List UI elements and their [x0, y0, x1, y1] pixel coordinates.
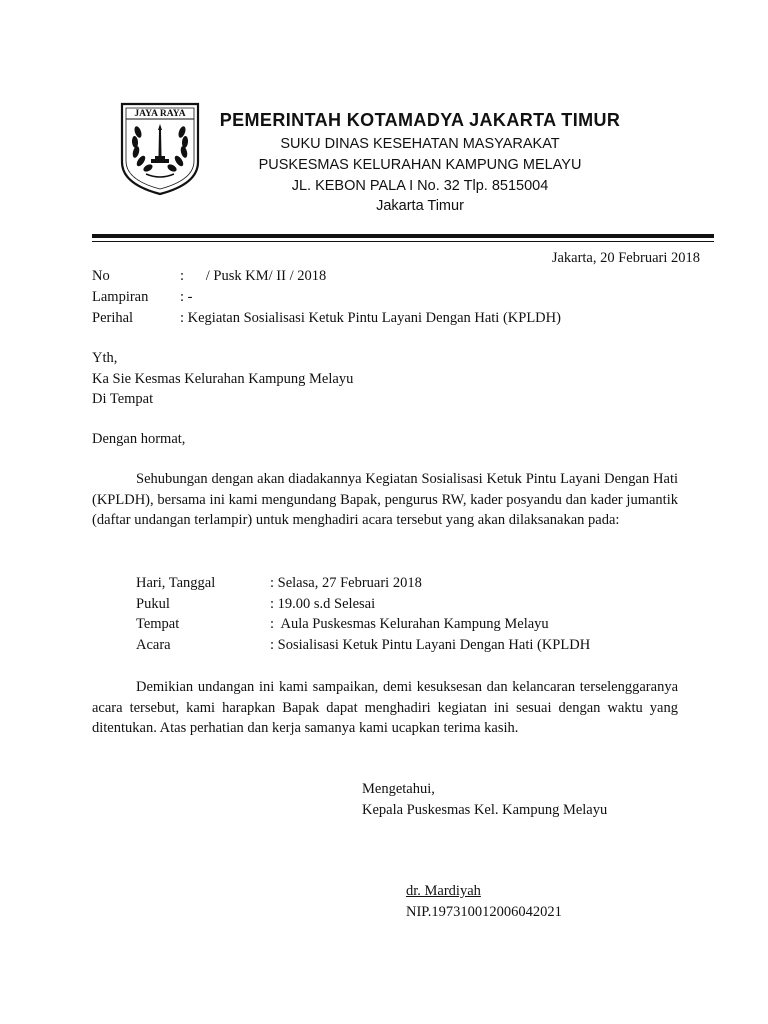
greeting: Dengan hormat,	[92, 431, 186, 447]
body-paragraph-2-text: Demikian undangan ini kami sampaikan, demi kesuksesan dan kelancaran terselenggaranya acara tersebut, kami harapkan Bapak dapat menghadiri kegiatan ini sesuai dengan waktu yang ditentukan. Atas perhatian dan kerja samanya kami ucapkan terima kasih.	[92, 679, 678, 736]
recipient-name: Ka Sie Kesmas Kelurahan Kampung Melayu	[92, 371, 354, 387]
detail-value-place: : Aula Puskesmas Kelurahan Kampung Melayu	[270, 616, 549, 632]
logo-lettering: JAYA RAYA	[134, 109, 186, 119]
meta-label-perihal: Perihal	[92, 310, 134, 326]
detail-value-event: : Sosialisasi Ketuk Pintu Layani Dengan Hati (KPLDH	[270, 637, 591, 653]
signature-position: Kepala Puskesmas Kel. Kampung Melayu	[362, 802, 608, 818]
meta-value-lampiran: : -	[180, 289, 193, 305]
letterhead-divider-thin	[92, 241, 714, 242]
meta-label-lampiran: Lampiran	[92, 289, 149, 305]
detail-label-place: Tempat	[136, 616, 180, 632]
detail-value-date: : Selasa, 27 Februari 2018	[270, 575, 422, 591]
detail-label-event: Acara	[136, 637, 171, 653]
body-paragraph-2	[92, 677, 678, 739]
signature-nip: NIP.197310012006042021	[406, 904, 562, 920]
detail-label-time: Pukul	[136, 596, 170, 612]
meta-label-no: No	[92, 268, 110, 284]
letterhead-divider-thick	[92, 234, 714, 238]
recipient-place: Di Tempat	[92, 391, 154, 407]
letterhead-city: Jakarta Timur	[376, 198, 464, 214]
jakarta-emblem-logo	[118, 100, 202, 196]
detail-value-time: : 19.00 s.d Selesai	[270, 596, 376, 612]
letter-date: Jakarta, 20 Februari 2018	[551, 250, 700, 266]
detail-label-date: Hari, Tanggal	[136, 575, 216, 591]
recipient-salutation: Yth,	[92, 350, 118, 366]
letterhead-department: SUKU DINAS KESEHATAN MASYARAKAT	[280, 136, 560, 152]
meta-value-perihal: : Kegiatan Sosialisasi Ketuk Pintu Layani Dengan Hati (KPLDH)	[180, 310, 561, 326]
body-paragraph-1	[92, 469, 678, 531]
letterhead-address: JL. KEBON PALA I No. 32 Tlp. 8515004	[291, 178, 549, 194]
signature-name: dr. Mardiyah	[406, 883, 481, 899]
letterhead-title: PEMERINTAH KOTAMADYA JAKARTA TIMUR	[219, 110, 621, 130]
body-paragraph-1-text: Sehubungan dengan akan diadakannya Kegiatan Sosialisasi Ketuk Pintu Layani Dengan Hati (KPLDH), bersama ini kami mengundang Bapak, pengurus RW, kader posyandu dan kader jumantik (daftar undangan terlampir) untuk menghadiri acara tersebut yang akan dilaksanakan pada:	[92, 471, 678, 528]
letterhead-puskesmas: PUSKESMAS KELURAHAN KAMPUNG MELAYU	[258, 157, 582, 173]
meta-value-no: : / Pusk KM/ II / 2018	[180, 268, 327, 284]
signature-acknowledged: Mengetahui,	[362, 781, 435, 797]
